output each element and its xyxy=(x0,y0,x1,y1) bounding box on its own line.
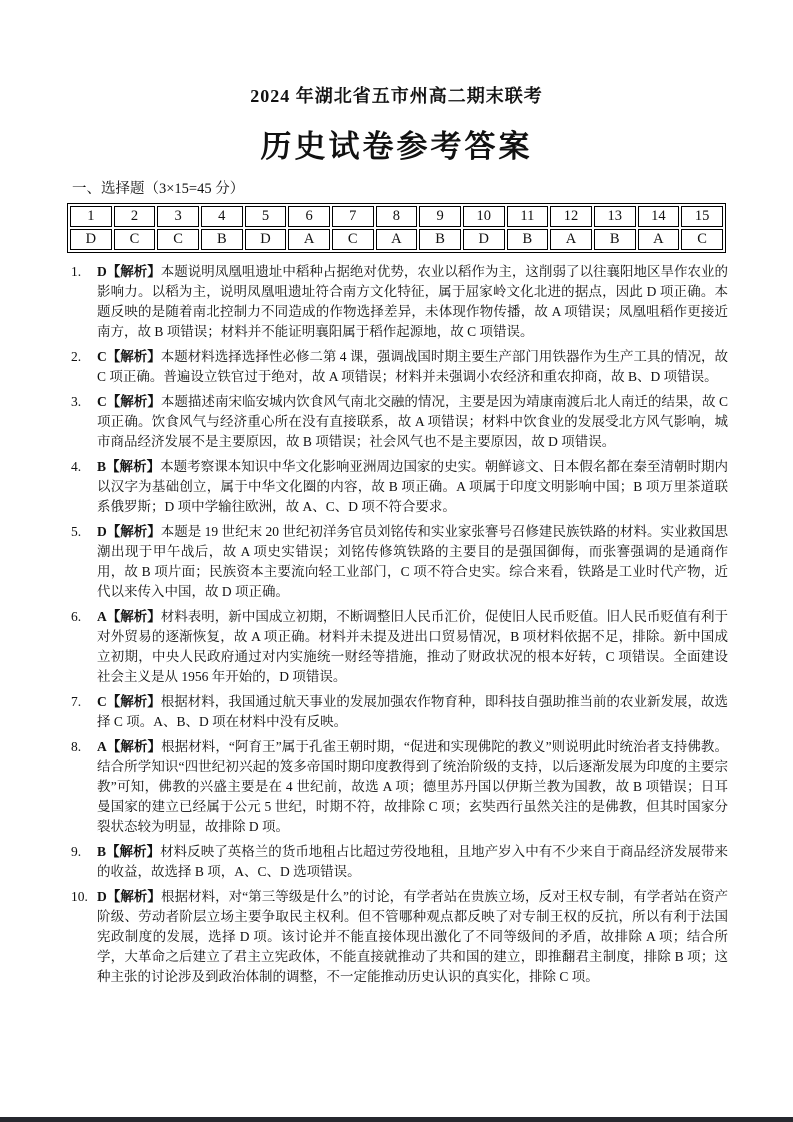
explanation-item-number: 8. xyxy=(71,739,82,754)
explanation-item xyxy=(69,692,728,732)
analysis-label: 【解析】 xyxy=(106,264,161,279)
answer-cell: B xyxy=(419,229,461,250)
answer-table-answer-row xyxy=(70,229,723,250)
analysis-label: 【解析】 xyxy=(106,609,161,624)
question-number-cell: 11 xyxy=(507,206,549,227)
question-number-cell: 12 xyxy=(550,206,592,227)
question-number-cell: 6 xyxy=(288,206,330,227)
answer-letter: B xyxy=(97,844,107,859)
explanation-item-number: 7. xyxy=(71,694,82,709)
explanation-item xyxy=(69,457,728,517)
answer-letter: D xyxy=(97,264,107,279)
answer-cell: C xyxy=(681,229,723,250)
explanation-item xyxy=(69,842,728,882)
explanation-item-number: 9. xyxy=(71,844,82,859)
explanation-item xyxy=(69,392,728,452)
question-number-cell: 3 xyxy=(157,206,199,227)
explanation-item-number: 5. xyxy=(71,524,82,539)
answer-cell: B xyxy=(594,229,636,250)
explanations-list xyxy=(69,262,728,987)
explanation-item xyxy=(69,737,728,837)
explanation-text: 本题描述南宋临安城内饮食风气南北交融的情况，主要是因为靖康南渡后北人南迁的结果，故 C 项正确。饮食风气与经济重心所在没有直接联系，故 A 项错误；材料中饮食业的发展受北方风气影响，城市商品经济发展不是主要原因，故 B 项错误；社会风气也不是主要原因，故 D 项错误。 xyxy=(97,394,728,449)
explanation-item-number: 10. xyxy=(71,889,88,904)
question-number-cell: 14 xyxy=(638,206,680,227)
answer-cell: D xyxy=(463,229,505,250)
paper-title: 历史试卷参考答案 xyxy=(260,129,533,164)
explanation-item xyxy=(69,607,728,687)
explanation-text: 材料反映了英格兰的货币地租占比超过劳役地租，且地产岁入中有不少来自于商品经济发展带来的收益，故选择 B 项，A、C、D 选项错误。 xyxy=(97,844,729,879)
answer-cell: A xyxy=(288,229,330,250)
explanation-text: 本题考察课本知识中华文化影响亚洲周边国家的史实。朝鲜谚文、日本假名都在秦至清朝时期内以汉字为基础创立，属于中华文化圈的内容，故 B 项正确。A 项属于印度文明影响中国；B 项万里茶道联系俄罗斯；D 项中学输往欧洲，故 A、C、D 项不符合要求。 xyxy=(97,459,729,514)
question-number-cell: 2 xyxy=(114,206,156,227)
answer-letter: A xyxy=(97,609,107,624)
explanation-text: 根据材料，对“第三等级是什么”的讨论，有学者站在贵族立场，反对王权专制，有学者站在资产阶级、劳动者阶层立场主要争取民主权利。但不管哪种观点都反映了对专制王权的反抗，所以有利于法国宪政制度的发展，选择 D 项。该讨论并不能直接体现出激化了不同等级间的矛盾，故排除 A 项；结合所学，大革命之后建立了君主立宪政体，不能直接就推动了共和国的建立，即推翻君主制度，排除 B 项；这种主张的讨论涉及到政治体制的调整，不一定能推动历史认识的真实化，排除 C 项。 xyxy=(97,889,729,984)
answer-letter: D xyxy=(97,524,107,539)
analysis-label: 【解析】 xyxy=(106,694,161,709)
explanation-item xyxy=(69,887,728,987)
question-number-cell: 8 xyxy=(376,206,418,227)
question-number-cell: 7 xyxy=(332,206,374,227)
answer-cell: B xyxy=(201,229,243,250)
answer-cell: D xyxy=(245,229,287,250)
explanation-item xyxy=(69,347,728,387)
answer-cell: D xyxy=(70,229,112,250)
answer-cell: A xyxy=(376,229,418,250)
section-heading: 一、选择题（3×15=45 分） xyxy=(72,181,245,197)
answer-letter: C xyxy=(97,394,107,409)
explanation-text: 本题材料选择选择性必修二第 4 课，强调战国时期主要生产部门用铁器作为生产工具的情况，故 C 项正确。普遍设立铁官过于绝对，故 A 项错误；材料并未强调小农经济和重农抑商，故 B、D 项错误。 xyxy=(97,349,729,384)
explanation-text: 根据材料，“阿育王”属于孔雀王朝时期，“促进和实现佛陀的教义”则说明此时统治者支持佛教。结合所学知识“四世纪初兴起的笈多帝国时期印度教得到了统治阶级的支持，以后逐渐发展为印度的主要宗教”可知，佛教的兴盛主要是在 4 世纪前，故选 A 项；德里苏丹国以伊斯兰教为国教，故 B 项错误；日耳曼国家的建立已经属于公元 5 世纪，时期不符，故排除 C 项；玄奘西行虽然关注的是佛教，但其时国家分裂状态较为明显，故排除 D 项。 xyxy=(97,739,728,834)
question-number-cell: 9 xyxy=(419,206,461,227)
explanation-text: 材料表明，新中国成立初期，不断调整旧人民币汇价，促使旧人民币贬值。旧人民币贬值有利于对外贸易的逐渐恢复，故 A 项正确。材料并未提及进出口贸易情况，B 项材料依据不足，排除。新中国成立初期，中央人民政府通过对内实施统一财经等措施，推动了财政状况的根本好转，C 项错误。全面建设社会主义是从 1956 年开始的，D 项错误。 xyxy=(97,609,729,684)
explanation-text: 本题说明凤凰咀遗址中稻种占据绝对优势，农业以稻作为主，这削弱了以往襄阳地区旱作农业的影响力。以稻为主，说明凤凰咀遗址符合南方文化特征，属于屈家岭文化北进的据点，因此 D 项正确。本题反映的是随着南北控制力不同造成的作物选择差异，未体现作物传播，故 A 项错误；凤凰咀稻作更接近南方，故 B 项错误；材料并不能证明襄阳属于稻作起源地，故 C 项错误。 xyxy=(97,264,729,339)
answer-cell: C xyxy=(332,229,374,250)
explanation-item-number: 6. xyxy=(71,609,82,624)
explanation-text: 本题是 19 世纪末 20 世纪初洋务官员刘铭传和实业家张謇号召修建民族铁路的材料。实业救国思潮出现于甲午战后，故 A 项史实错误；刘铭传修筑铁路的主要目的是强国御侮，而张謇强调的是通商作用，故 B 项片面；民族资本主要流向轻工业部门，C 项不符合史实。综合来看，铁路是工业时代产物，近代以来传入中国，故 D 项正确。 xyxy=(97,524,729,599)
analysis-label: 【解析】 xyxy=(106,394,161,409)
question-number-cell: 1 xyxy=(70,206,112,227)
answer-cell: A xyxy=(550,229,592,250)
answer-letter: A xyxy=(97,739,107,754)
answer-table-number-row xyxy=(70,206,723,227)
explanation-item-number: 3. xyxy=(71,394,82,409)
analysis-label: 【解析】 xyxy=(106,349,161,364)
analysis-label: 【解析】 xyxy=(106,459,161,474)
analysis-label: 【解析】 xyxy=(106,844,161,859)
question-number-cell: 4 xyxy=(201,206,243,227)
answer-cell: C xyxy=(157,229,199,250)
page-bottom-edge xyxy=(0,1117,793,1122)
analysis-label: 【解析】 xyxy=(106,889,161,904)
question-number-cell: 10 xyxy=(463,206,505,227)
answer-letter: B xyxy=(97,459,107,474)
analysis-label: 【解析】 xyxy=(106,524,161,539)
question-number-cell: 13 xyxy=(594,206,636,227)
answer-letter: D xyxy=(97,889,107,904)
question-number-cell: 15 xyxy=(681,206,723,227)
question-number-cell: 5 xyxy=(245,206,287,227)
explanation-item-number: 4. xyxy=(71,459,82,474)
explanation-item xyxy=(69,262,728,342)
answer-letter: C xyxy=(97,349,107,364)
exam-title: 2024 年湖北省五市州高二期末联考 xyxy=(250,86,543,106)
answer-letter: C xyxy=(97,694,107,709)
explanation-item-number: 2. xyxy=(71,349,82,364)
analysis-label: 【解析】 xyxy=(106,739,162,754)
answer-cell: A xyxy=(638,229,680,250)
explanation-text: 根据材料，我国通过航天事业的发展加强农作物育种，即科技自强助推当前的农业新发展，故选择 C 项。A、B、D 项在材料中没有反映。 xyxy=(97,694,729,729)
explanation-item xyxy=(69,522,728,602)
explanation-item-number: 1. xyxy=(71,264,82,279)
answer-cell: B xyxy=(507,229,549,250)
answer-table xyxy=(67,203,726,253)
answer-cell: C xyxy=(114,229,156,250)
